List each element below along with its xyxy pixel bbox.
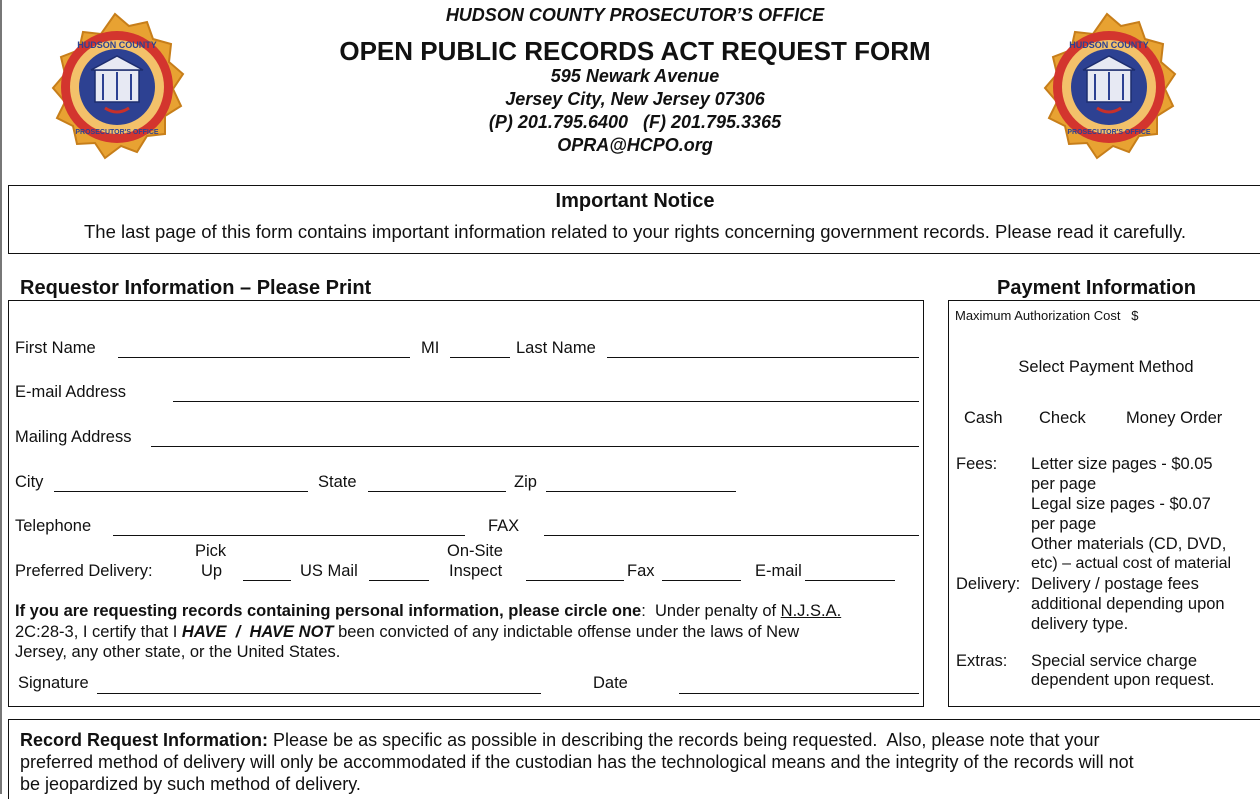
fees-label: Fees: <box>956 455 998 473</box>
address-line-1: 595 Newark Avenue <box>550 66 720 86</box>
city-label: City <box>15 473 44 491</box>
notice-box <box>8 185 1260 254</box>
mailing-field[interactable] <box>151 446 919 447</box>
delivery-fee-1: Delivery / postage fees <box>1031 575 1199 593</box>
certification-line-2a: 2C:28-3, I certify that I <box>15 623 182 641</box>
record-line-1 <box>20 730 1100 751</box>
fax-field[interactable] <box>544 535 919 536</box>
email-field[interactable] <box>173 401 919 402</box>
city-field[interactable] <box>54 491 308 492</box>
seal-left <box>45 12 185 162</box>
office-name: HUDSON COUNTY PROSECUTOR’S OFFICE <box>445 5 825 25</box>
extras-1: Special service charge <box>1031 652 1197 670</box>
page-left-edge <box>0 0 2 794</box>
first-name-field[interactable] <box>118 357 410 358</box>
notice-body: The last page of this form contains important information related to your rights concerning government records. Please read it carefully. <box>84 221 1186 242</box>
record-bold: Record Request Information: <box>20 730 269 750</box>
telephone-label: Telephone <box>15 517 92 535</box>
pick-up-option[interactable] <box>243 580 291 581</box>
fee-legal-2: per page <box>1031 515 1097 533</box>
email-label: E-mail Address <box>15 383 126 401</box>
onsite-label-1: On-Site <box>447 542 503 560</box>
form-title: OPEN PUBLIC RECORDS ACT REQUEST FORM <box>339 36 931 66</box>
certification-law: N.J.S.A. <box>780 602 842 620</box>
phone-fax: (P) 201.795.6400 (F) 201.795.3365 <box>488 112 782 132</box>
preferred-delivery-label: Preferred Delivery: <box>15 562 153 580</box>
fee-other-1: Other materials (CD, DVD, <box>1031 535 1227 553</box>
delivery-fee-label: Delivery: <box>956 575 1021 593</box>
record-line-2: preferred method of delivery will only be accommodated if the custodian has the technological means and the integrity of the records will not <box>20 752 1134 772</box>
certification-line-2b: been convicted of any indictable offense under the laws of New <box>333 623 800 641</box>
delivery-fee-3: delivery type. <box>1031 615 1129 633</box>
telephone-field[interactable] <box>113 535 465 536</box>
seal-emblem-icon <box>53 14 183 158</box>
cash-option[interactable]: Cash <box>964 409 1003 427</box>
fax-option[interactable] <box>662 580 741 581</box>
seal-right <box>1037 12 1177 162</box>
fee-letter-2: per page <box>1031 475 1097 493</box>
onsite-label-2: Inspect <box>449 562 503 580</box>
address-line-2: Jersey City, New Jersey 07306 <box>505 89 765 109</box>
mi-label: MI <box>421 339 440 357</box>
date-label: Date <box>593 674 628 692</box>
signature-label: Signature <box>18 674 89 692</box>
check-option[interactable]: Check <box>1039 409 1086 427</box>
fax-option-label: Fax <box>627 562 655 580</box>
money-order-option[interactable]: Money Order <box>1126 409 1223 427</box>
certification-pre: : Under penalty of <box>641 602 781 620</box>
seal-text-bottom: PROSECUTOR'S OFFICE <box>75 129 159 136</box>
delivery-fee-2: additional depending upon <box>1031 595 1225 613</box>
mailing-label: Mailing Address <box>15 428 132 446</box>
state-field[interactable] <box>368 491 506 492</box>
email-option[interactable] <box>805 580 895 581</box>
record-line-3: be jeopardized by such method of delivery. <box>20 774 361 794</box>
fee-legal-1: Legal size pages - $0.07 <box>1031 495 1211 513</box>
max-authorization-label: Maximum Authorization Cost $ <box>955 308 1139 323</box>
select-payment-label: Select Payment Method <box>1018 358 1194 376</box>
us-mail-label: US Mail <box>300 562 358 580</box>
state-label: State <box>318 473 357 491</box>
onsite-inspect-option[interactable] <box>526 580 624 581</box>
extras-label: Extras: <box>956 652 1008 670</box>
fee-other-2: etc) – actual cost of material <box>1031 555 1232 572</box>
fee-letter-1: Letter size pages - $0.05 <box>1031 455 1213 473</box>
us-mail-option[interactable] <box>369 580 429 581</box>
record-line-1-text: Please be as specific as possible in describing the records being requested. Also, please note that your <box>268 730 1100 750</box>
certification-line-2 <box>15 623 799 642</box>
up-label: Up <box>201 562 223 580</box>
pick-label: Pick <box>195 542 227 560</box>
seal-text-top: HUDSON COUNTY <box>1069 40 1149 50</box>
certification-line-3: Jersey, any other state, or the United States. <box>15 643 341 661</box>
email-option-label: E-mail <box>755 562 802 580</box>
zip-label: Zip <box>514 473 537 491</box>
payment-heading: Payment Information <box>997 277 1196 299</box>
have-have-not-choice[interactable]: HAVE / HAVE NOT <box>181 623 334 641</box>
zip-field[interactable] <box>546 491 736 492</box>
extras-2: dependent upon request. <box>1031 671 1215 689</box>
notice-title: Important Notice <box>555 190 715 212</box>
last-name-label: Last Name <box>516 339 596 357</box>
certification-bold: If you are requesting records containing personal information, please circle one <box>15 602 642 620</box>
seal-emblem-icon <box>1045 14 1175 158</box>
date-field[interactable] <box>679 693 919 694</box>
fax-label: FAX <box>488 517 520 535</box>
signature-field[interactable] <box>97 693 541 694</box>
mi-field[interactable] <box>450 357 510 358</box>
requestor-heading: Requestor Information – Please Print <box>20 277 372 299</box>
first-name-label: First Name <box>15 339 96 357</box>
seal-text-bottom: PROSECUTOR'S OFFICE <box>1067 129 1151 136</box>
certification-line-1 <box>15 602 841 621</box>
seal-text-top: HUDSON COUNTY <box>77 40 157 50</box>
last-name-field[interactable] <box>607 357 919 358</box>
contact-email[interactable]: OPRA@HCPO.org <box>557 135 713 155</box>
